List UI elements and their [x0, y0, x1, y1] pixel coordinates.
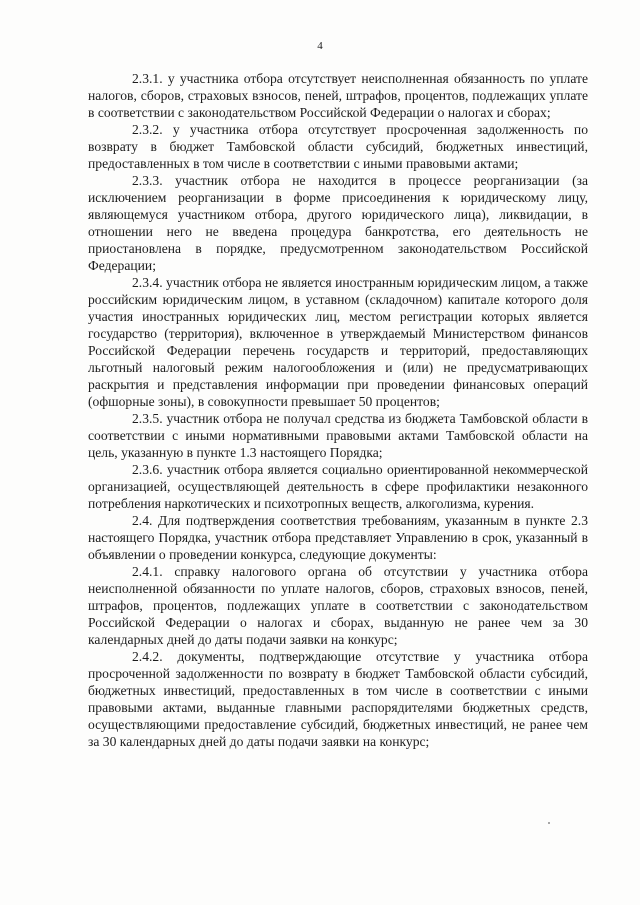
paragraph-2-4: 2.4. Для подтверждения соответствия требованиям, указанным в пункте 2.3 настоящего Порядка, участник отбора представляет Управлению в срок, указанный в объявлении о проведении конкурса, следующие документы:: [88, 513, 588, 562]
paragraph-2-3-3: 2.3.3. участник отбора не находится в процессе реорганизации (за исключением реорганизации в форме присоединения к юридическому лицу, являющемуся участником отбора, другого юридического лица), ликвидации, в отношении него не введена процедура банкротства, его деятельность не приостановлена в порядке, предусмотренном законодательством Российской Федерации;: [88, 173, 588, 273]
paragraph-2-3-4: 2.3.4. участник отбора не является иностранным юридическим лицом, а также российским юридическим лицом, в уставном (складочном) капитале которого доля участия иностранных юридических лиц, местом регистрации которых является государство (территория), включенное в утверждаемый Министерством финансов Российской Федерации перечень государств и территорий, предоставляющих льготный налоговый режим налогообложения и (или) не предусматривающих раскрытия и представления информации при проведении финансовых операций (офшорные зоны), в совокупности превышает 50 процентов;: [88, 275, 588, 409]
paragraph-2-3-2: 2.3.2. у участника отбора отсутствует просроченная задолженность по возврату в бюджет Тамбовской области субсидий, бюджетных инвестиций, предоставленных в том числе в соответствии с иными правовыми актами;: [88, 122, 588, 171]
paragraph-2-4-1: 2.4.1. справку налогового органа об отсутствии у участника отбора неисполненной обязанности по уплате налогов, сборов, страховых взносов, пеней, штрафов, процентов, подлежащих уплате в соответствии с законодательством Российской Федерации о налогах и сборах, выданную не ранее чем за 30 календарных дней до даты подачи заявки на конкурс;: [88, 564, 588, 647]
paragraph-2-3-5: 2.3.5. участник отбора не получал средства из бюджета Тамбовской области в соответствии с иными нормативными правовыми актами Тамбовской области на цель, указанную в пункте 1.3 настоящего Порядка;: [88, 411, 588, 460]
paragraph-2-3-1: 2.3.1. у участника отбора отсутствует неисполненная обязанность по уплате налогов, сборов, страховых взносов, пеней, штрафов, процентов, подлежащих уплате в соответствии с законодательством Российской Федерации о налогах и сборах;: [88, 71, 588, 120]
document-body: [88, 70, 588, 750]
scan-speck: [548, 822, 550, 824]
page-number: 4: [317, 40, 323, 52]
paragraph-2-4-2: 2.4.2. документы, подтверждающие отсутствие у участника отбора просроченной задолженности по возврату в бюджет Тамбовской области субсидий, бюджетных инвестиций, предоставленных в том числе в соответствии с иными правовыми актами, выданные главными распорядителями бюджетных средств, осуществляющими предоставление субсидий, бюджетных инвестиций, не ранее чем за 30 календарных дней до даты подачи заявки на конкурс;: [88, 649, 588, 749]
paragraph-2-3-6: 2.3.6. участник отбора является социально ориентированной некоммерческой организацией, осуществляющей деятельность в сфере профилактики незаконного потребления наркотических и психотропных веществ, алкоголизма, курения.: [88, 462, 588, 511]
